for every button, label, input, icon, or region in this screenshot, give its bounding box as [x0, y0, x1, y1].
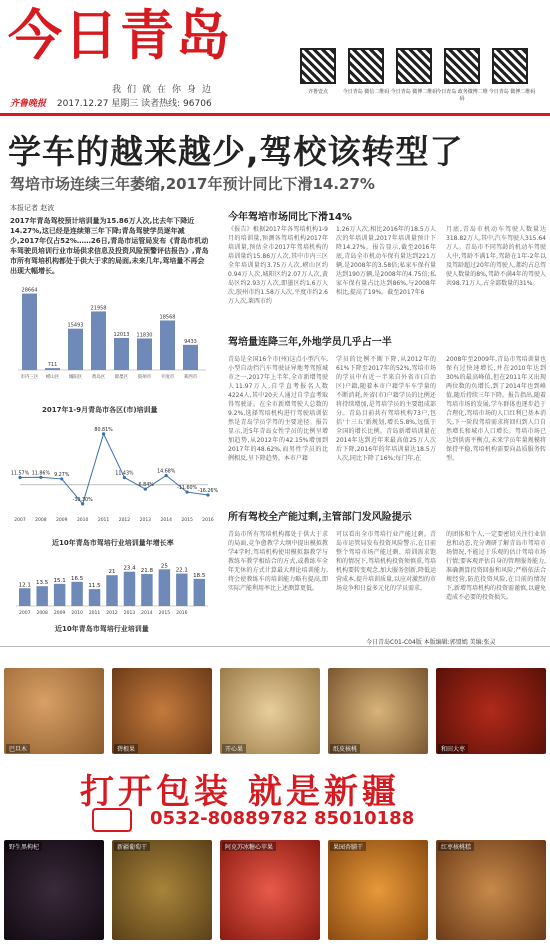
article-subhead: 驾培市场连续三年萎缩,2017年预计同比下滑14.27%	[10, 175, 375, 193]
bar-value-label: 9433	[184, 338, 197, 345]
bar-value-label: 12013	[113, 331, 130, 338]
x-tick-label: 2008	[35, 518, 47, 523]
category-label: 市内三区	[20, 375, 39, 380]
article-column: 2008年至2009年,青岛市驾培训量也保有过快速增长,并在2010年达到30%的最高峰值,但在2011年又出现两位数的负增长,到了2014年也到峰值,随后持续三年下降。报告指出,随着驾培市场的发展,学车群体也逐步趋于合理化,驾培市场的人口红利已基本消失,下一阶段驾培需求将回归到人口自然增长和城市人口增长。驾培市场已达到供需平衡点,未来学员年量规模将保持平稳,驾培机构需要向品质服务转型。	[446, 356, 546, 462]
bar-value-label: 18568	[159, 314, 176, 321]
newspaper-slogan: 我们就在你身边	[112, 85, 218, 95]
bar-value-label: 11.5	[88, 583, 101, 590]
chart-title: 近10年青岛市驾培行业培训量年增长率	[52, 539, 174, 547]
product-caption: 新疆葡萄干	[114, 842, 150, 851]
bar-value-label: 11830	[136, 332, 153, 339]
product-caption: 巴旦木	[6, 744, 30, 753]
bar	[106, 575, 117, 606]
category-label: 2011	[88, 611, 101, 616]
bar	[45, 368, 60, 370]
qr-label: 今日青岛 政务微博二维码	[436, 89, 488, 102]
volume-bar-chart	[10, 552, 215, 624]
bar	[68, 329, 83, 370]
bar-value-label: 13.5	[36, 580, 49, 587]
x-tick-label: 2015	[181, 518, 193, 523]
category-label: 崂山区	[45, 375, 60, 380]
data-label: -6.84%	[136, 483, 154, 489]
bar-value-label: 12.1	[18, 582, 31, 589]
qr-code-icon	[396, 48, 432, 84]
article-column: 青岛是全国16个市(州)这点小型汽车,小型自动挡汽车驾驶证异地考驾照城市之一,2017年上半年,全市新增驾驶人11.97万人,自学直考报名人数4224人,其中20天人通过自学直考取得驾驶证。在全市新增驾驶人总数的9.2%,选择驾培机构进行驾驶培训依然是青岛学员学驾的主要途径。报告显示,近5年青岛女性学员的比例呈增加趋势,从2012年的42.15%增加到2017年的48.62%,而男性学员的比例相反,呈下降趋势。本市户籍	[228, 356, 328, 462]
x-tick-label: 2009	[56, 518, 68, 523]
category-label: 胶州市	[137, 375, 152, 380]
x-tick-label: 2011	[97, 518, 110, 523]
product-caption: 和田大枣	[438, 744, 468, 753]
data-label: -30.30%	[72, 497, 93, 503]
article-column: 青岛市所有驾培机构都处于供大于求的局面,竞争愈教学大纲中提出模拟教学4学时,驾培机构使用模拟器教学与教练车教学相结合的方式,或教练车全年无休的方式计算最大理论培训能力,将会使教练车的培训能力略有提高,即实际产能利用率比上述测算更低。	[228, 531, 328, 592]
product-caption: 红枣核桃糕	[438, 842, 474, 851]
bar-value-label: 15493	[67, 322, 84, 329]
bar	[141, 574, 152, 606]
data-label: 11.86%	[31, 471, 51, 477]
dateline	[10, 96, 212, 109]
growth-line-chart	[10, 420, 219, 535]
bar	[19, 588, 30, 606]
qr-code-icon	[348, 48, 384, 84]
bar	[114, 338, 129, 370]
bar-value-label: 18.5	[193, 572, 206, 579]
almond-photo	[4, 668, 104, 754]
x-tick-label: 2010	[76, 518, 89, 523]
goji-photo	[4, 840, 104, 940]
data-label: 11.43%	[115, 471, 134, 477]
article-column: 学员的比例不断下降,从2012年的61%下降至2017年的52%,驾培市场的学员中有近一半来自外省市(自治区)户籍,随着本市户籍学车车学量的不断消耗,外省(市)户籍学员的比例还将持续增加,是驾培学员的主要组成部分。青岛目前共有驾培机构73户,包括'十三五'新规划,增长5.8%,远低于全国的增长比例。青岛新增培训量在2014年达到近年来最高值25万人次后下降,2016年的年培训量达18.5万人次,同比下降了16%;每门年,在	[336, 356, 436, 462]
qr-code-icon	[492, 48, 528, 84]
bar-value-label: 16.5	[70, 575, 84, 582]
category-label: 2008	[36, 611, 48, 616]
data-label: 14.68%	[157, 469, 176, 475]
ad-slogan: 打开包装 就是新疆	[80, 772, 400, 812]
article-lead: 2017年青岛驾校预计培训量为15.86万人次,比去年下降近14.27%,这已经是连续第三年下降;青岛驾驶学员逐年减少,2017年仅占52%……26日,青岛市运管局发布《青岛市机动车驾驶员培训行业市场供求信息及投资风险预警评估报告》,青岛市所有驾培机构都处于供大于求的局面,未来几年,驾培量不再会出现大幅增长。	[10, 217, 209, 275]
qr-label: 今日青岛 微博二维码	[390, 89, 438, 95]
qr-label: 今日青岛 微博二维码	[488, 89, 536, 95]
category-label: 2009	[53, 611, 66, 616]
article-column: 月底,青岛市机动车驾驶人数量达318.82万人,其中,汽车驾驶人315.64万人。青岛市不同驾龄的机动车驾驶人中,驾龄不满1年,驾龄在1年-2年以及驾龄超过20年的驾驶人,都约占总驾驶人数量的8%,驾龄不满4年的驾驶人共98.71万人,占全部数量的31%。	[446, 226, 546, 287]
x-tick-label: 2014	[160, 518, 172, 523]
category-label: 即墨区	[114, 375, 129, 380]
qr-label: 齐鲁壹点	[307, 89, 328, 95]
chart-title: 2017年1-9月青岛市各区(市)培训量	[42, 406, 158, 414]
bar-value-label: 25	[160, 563, 168, 570]
volume-bar-chart-svg	[10, 552, 215, 618]
bar	[176, 574, 187, 606]
bar-value-label: 21	[108, 569, 116, 576]
category-label: 2014	[141, 611, 153, 616]
category-label: 平度市	[160, 375, 175, 380]
qr-code-icon	[300, 48, 336, 84]
product-caption: 野生黑枸杞	[6, 842, 42, 851]
article-column: 的团体和个人,一定要密切关注行业信息和动态,充分调研了解青岛市驾培市场情况,不能过于乐观的估计驾培市场行情;要客观评估自身的管理服务能力,准确测算投资回报和风险;严格依法合规经营,防范投资风险,在目前的情况下,新增驾培机构的投资需谨慎,以避免造成不必要的投资损失。	[446, 531, 546, 601]
growth-line-chart-svg	[10, 420, 219, 525]
raisin-photo	[112, 840, 212, 940]
qr-code-icon	[444, 48, 480, 84]
apple-photo	[220, 840, 320, 940]
bar	[36, 586, 47, 606]
product-caption: 阿克苏冰糖心苹果	[222, 842, 276, 851]
x-tick-label: 2007	[14, 518, 26, 523]
editor-credit: 今日青岛C01-C04版 本版编辑:郭盟嫣 美编:张灵	[366, 639, 496, 646]
district-bar-chart	[10, 278, 210, 408]
data-label: -11.60%	[177, 486, 198, 492]
bar	[124, 572, 135, 606]
date-walnut-cake-photo	[436, 840, 546, 940]
chart-title: 近10年青岛市驾培行业培训量	[55, 625, 149, 633]
bar-value-label: 21.8	[140, 568, 154, 575]
bar-value-label: 22.1	[175, 567, 188, 574]
category-label: 2012	[106, 611, 118, 616]
x-tick-label: 2013	[139, 518, 152, 523]
newspaper-logo: 今日青岛	[8, 4, 232, 67]
walnut-photo	[328, 668, 428, 754]
date-and-hotline: 2017.12.27 星期三 读者热线: 96706	[56, 99, 212, 109]
category-label: 2010	[71, 611, 83, 616]
product-caption: 纸皮核桃	[330, 744, 360, 753]
category-label: 2015	[158, 611, 171, 616]
bar	[89, 589, 100, 606]
data-label: 9.27%	[54, 472, 70, 478]
pistachio-photo	[220, 668, 320, 754]
masthead-divider	[0, 113, 550, 116]
brand-name: 齐鲁晚报	[10, 99, 47, 109]
qr-label: 今日青岛 微信二维码	[342, 89, 390, 95]
article-column: 《报告》根据2017年各驾培机构1-9月的培训量,预测各驾培机构2017年培训量,预估全市2017年驾培机构的培训量约15.86万人次,其中市内三区全年培训量约3.75万人次,崂山区约0.94万人次,城阳区约2.07万人次,黄岛区约2.93万人次,即墨区约1.6万人次,胶州市约1.58万人次,平度市约2.6万人次,莱西市约	[228, 226, 328, 305]
article-byline: 本报记者 赵波	[10, 204, 55, 212]
section-heading: 驾培量连降三年,外地学员几乎占一半	[228, 337, 392, 348]
category-label: 2007	[19, 611, 31, 616]
district-bar-chart-svg	[10, 278, 210, 398]
product-caption: 碧根果	[114, 744, 138, 753]
category-label: 黄岛区	[91, 375, 106, 380]
section-heading: 今年驾培市场同比下滑14%	[228, 212, 352, 223]
bar-value-label: 28664	[21, 287, 38, 294]
bar	[183, 345, 198, 370]
product-caption: 开心果	[222, 744, 246, 753]
bar	[91, 311, 106, 370]
data-label: 11.57%	[10, 471, 30, 477]
bar	[22, 294, 37, 370]
pecan-photo	[112, 668, 212, 754]
bar	[71, 582, 82, 606]
category-label: 2013	[123, 611, 136, 616]
x-tick-label: 2012	[118, 518, 131, 523]
product-caption: 果园杏脯干	[330, 842, 366, 851]
bar-value-label: 21958	[90, 305, 107, 312]
bar-value-label: 23.4	[123, 565, 136, 572]
divider	[0, 646, 550, 647]
jujube-photo	[436, 668, 546, 754]
bar	[137, 338, 152, 370]
category-label: 2016	[176, 611, 188, 616]
bar	[159, 569, 170, 606]
article-column: 可以看出全市驾培行业产能过剩。青岛市运管局发布投资风险警示,在目前整个驾培市场产能过剩、培训需求饱和的情况下,驾培机构投资须慎重,驾培机构要转变观念,加大服务创新,降低运营成本,提升培训质量,以应对激烈的市场竞争和日益多元化的学员需求。	[336, 531, 436, 592]
x-tick-label: 2016	[202, 518, 214, 523]
ad-phone: 0532-80889782 85010188	[150, 808, 415, 829]
apricot-photo	[328, 840, 428, 940]
bar	[54, 584, 65, 606]
advertisement	[0, 668, 550, 944]
bar-value-label: 15.1	[53, 577, 66, 584]
article-column: 1.26万人次,相比2016年的18.5万人次的年培训量,2017年培训量预计下降14.27%。报告显示,截至2016年底,青岛全市机动车保有量达到221万辆,是2008年的3.58倍;私家车保有量达到190万辆,是2008年的4.75倍;私家车保有量占比达到86%,与2008年相比,提高了19%。截至2017年6	[336, 226, 436, 296]
article-headline: 学车的越来越少,驾校该转型了	[8, 132, 464, 171]
series-line	[20, 434, 208, 504]
category-label: 莱西市	[183, 375, 198, 380]
masthead	[0, 0, 550, 115]
bar-value-label: 711	[47, 362, 58, 369]
bar	[160, 320, 175, 370]
category-label: 城阳区	[68, 375, 83, 380]
data-label: 80.81%	[94, 427, 113, 433]
section-heading: 所有驾校全产能过剩,主管部门发风险提示	[228, 512, 412, 523]
bar	[194, 579, 205, 606]
brand-logo-icon	[92, 808, 132, 832]
data-label: -16.26%	[197, 489, 219, 495]
